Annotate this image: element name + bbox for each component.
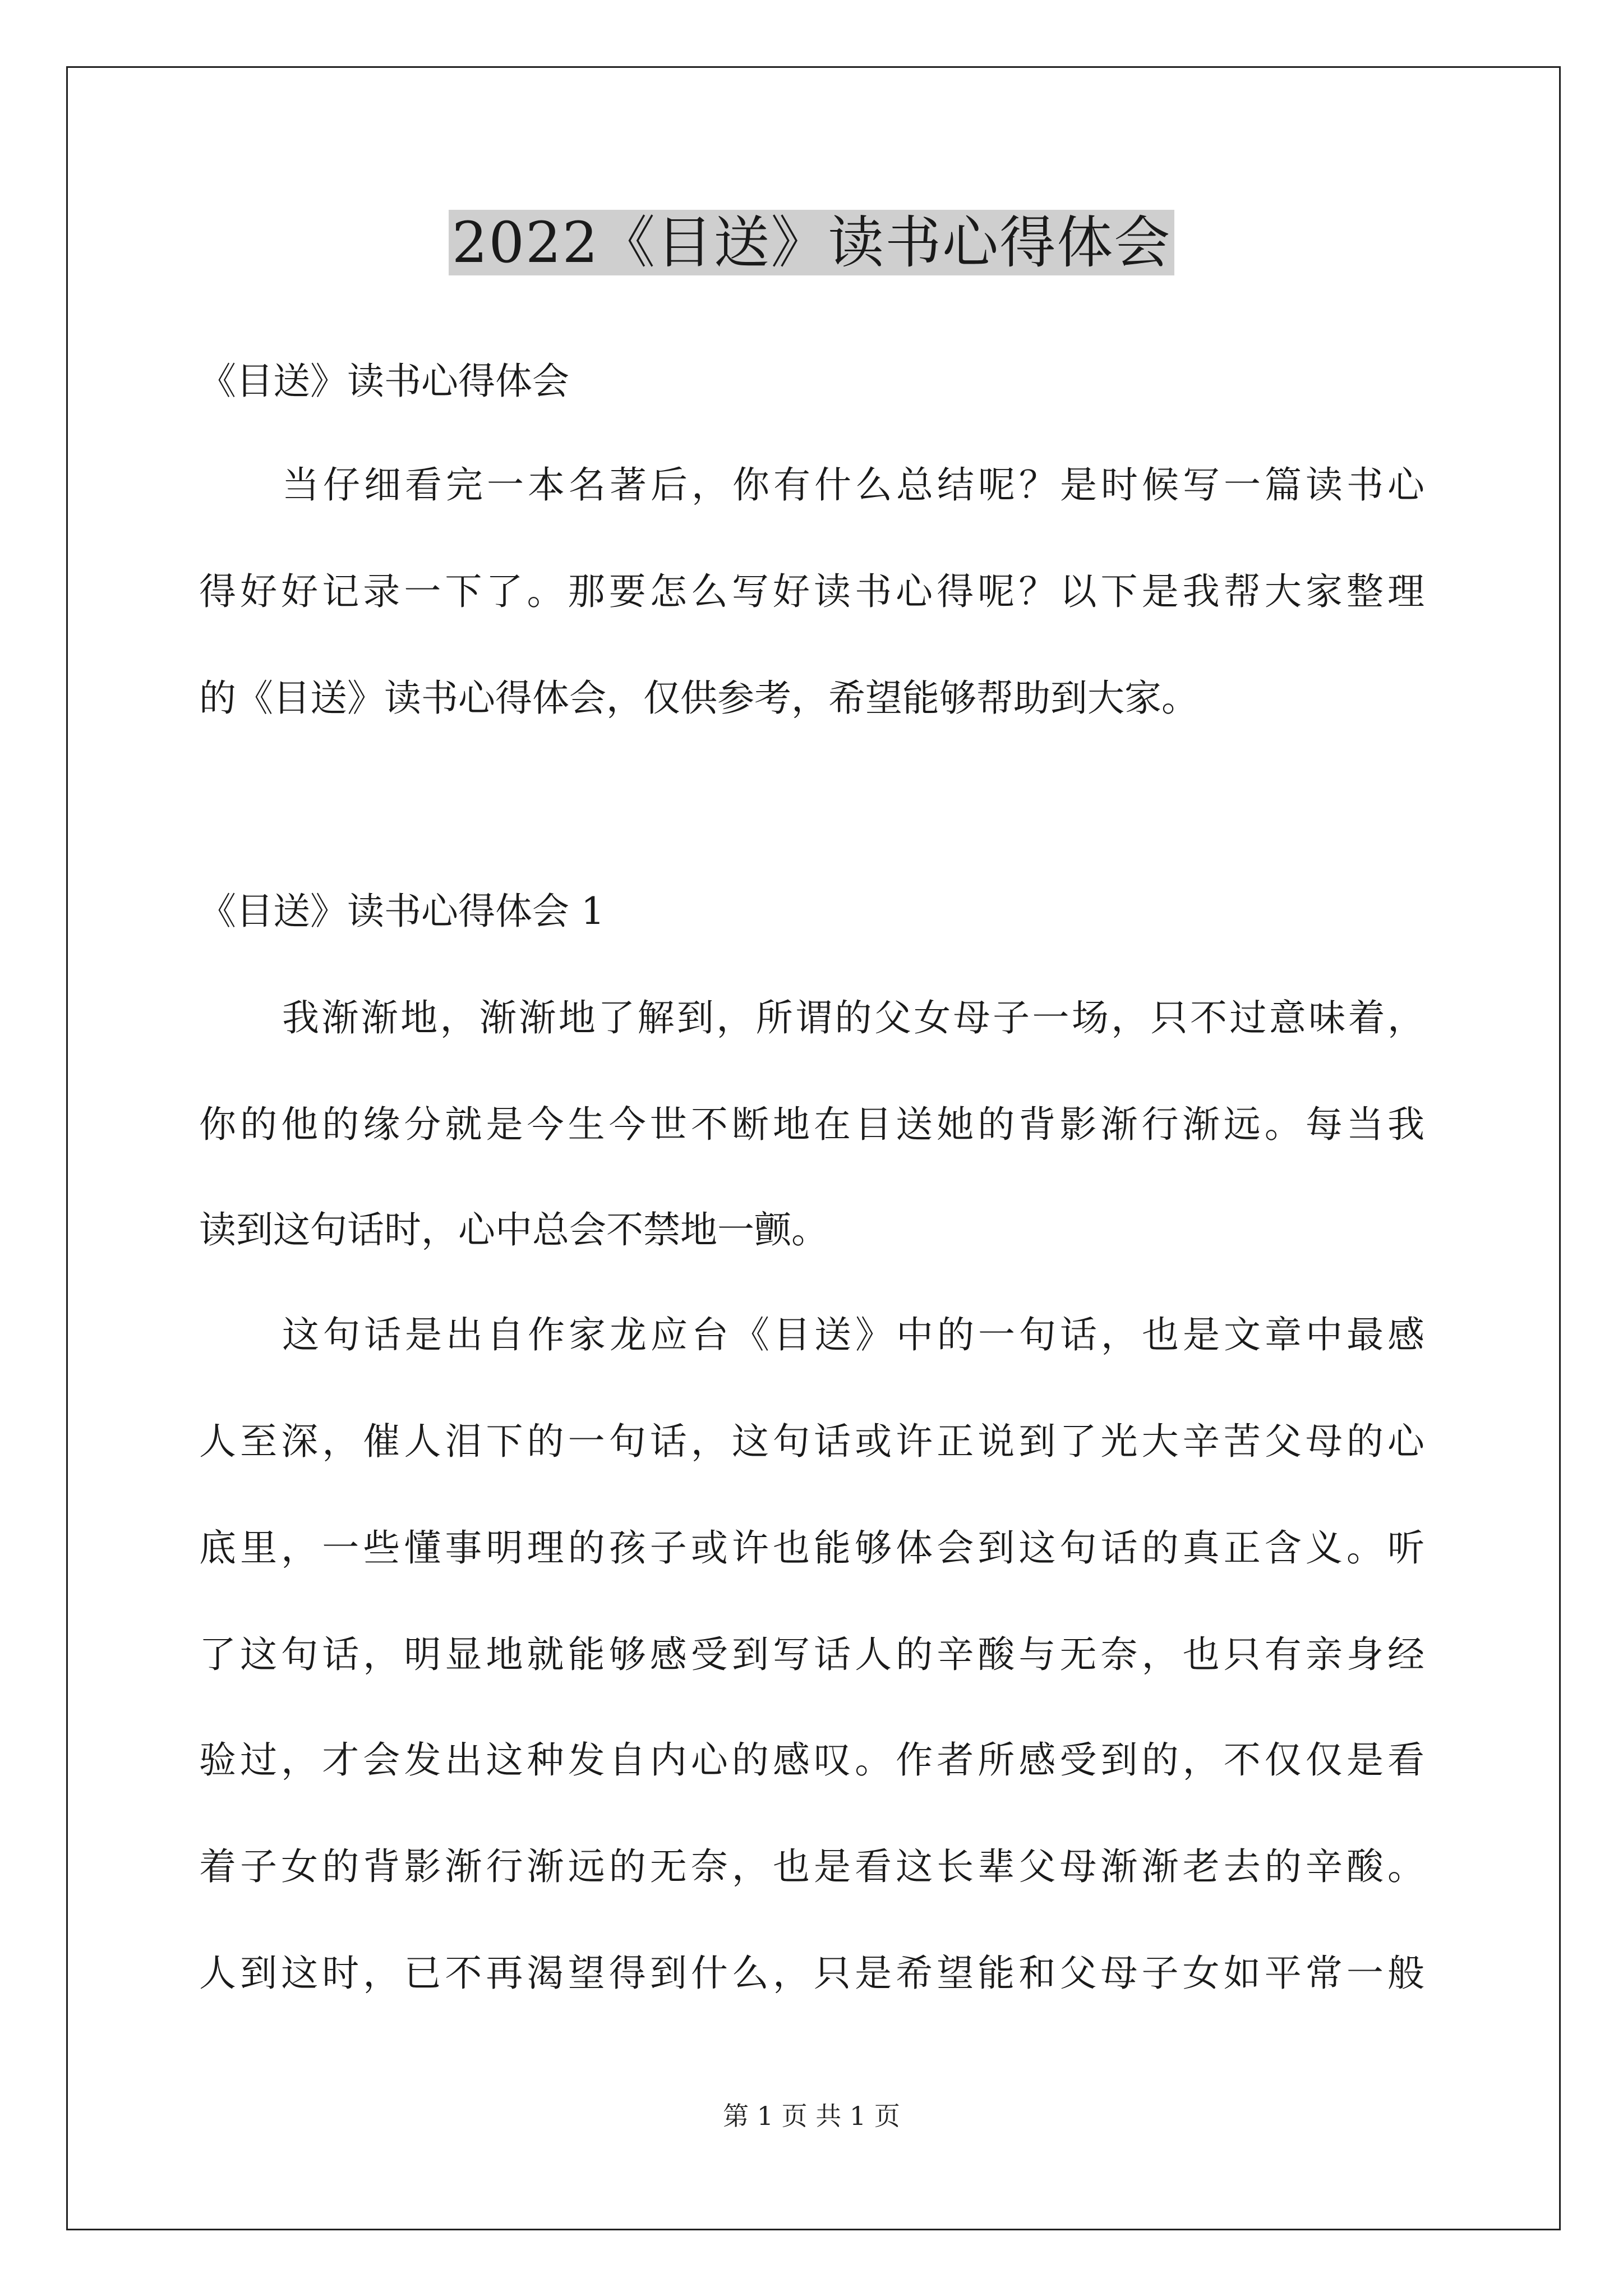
paragraph-line: 读到这句话时，心中总会不禁地一颤。 [199,1208,828,1251]
paragraph-line: 验过，才会发出这种发自内心的感叹。作者所感受到的，不仅仅是看 [199,1738,1424,1782]
paragraph-line: 人至深，催人泪下的一句话，这句话或许正说到了光大辛苦父母的心 [199,1420,1424,1463]
intro-line: 当仔细看完一本名著后，你有什么总结呢？是时候写一篇读书心 [282,463,1424,507]
page-number: 第 1 页 共 1 页 [723,2101,900,2131]
document-title-text: 2022《目送》读书心得体会 [449,210,1175,275]
paragraph-line: 人到这时，已不再渴望得到什么，只是希望能和父母子女如平常一般 [199,1952,1424,1995]
section-heading: 《目送》读书心得体会 1 [199,890,605,933]
paragraph-line: 了这句话，明显地就能够感受到写话人的辛酸与无奈，也只有亲身经 [199,1633,1424,1676]
paragraph-line: 着子女的背影渐行渐远的无奈，也是看这长辈父母渐渐老去的辛酸。 [199,1845,1424,1888]
intro-line: 得好好记录一下了。那要怎么写好读书心得呢？以下是我帮大家整理 [199,570,1424,613]
paragraph-line: 这句话是出自作家龙应台《目送》中的一句话，也是文章中最感 [282,1313,1424,1356]
paragraph-line: 你的他的缘分就是今生今世不断地在目送她的背影渐行渐远。每当我 [199,1103,1424,1146]
document-title [0,206,1623,279]
paragraph-line: 底里，一些懂事明理的孩子或许也能够体会到这句话的真正含义。听 [199,1526,1424,1570]
paragraph-line: 我渐渐地，渐渐地了解到，所谓的父女母子一场，只不过意味着， [282,996,1424,1039]
subtitle: 《目送》读书心得体会 [199,360,569,403]
intro-line: 的《目送》读书心得体会，仅供参考，希望能够帮助到大家。 [199,677,1198,720]
